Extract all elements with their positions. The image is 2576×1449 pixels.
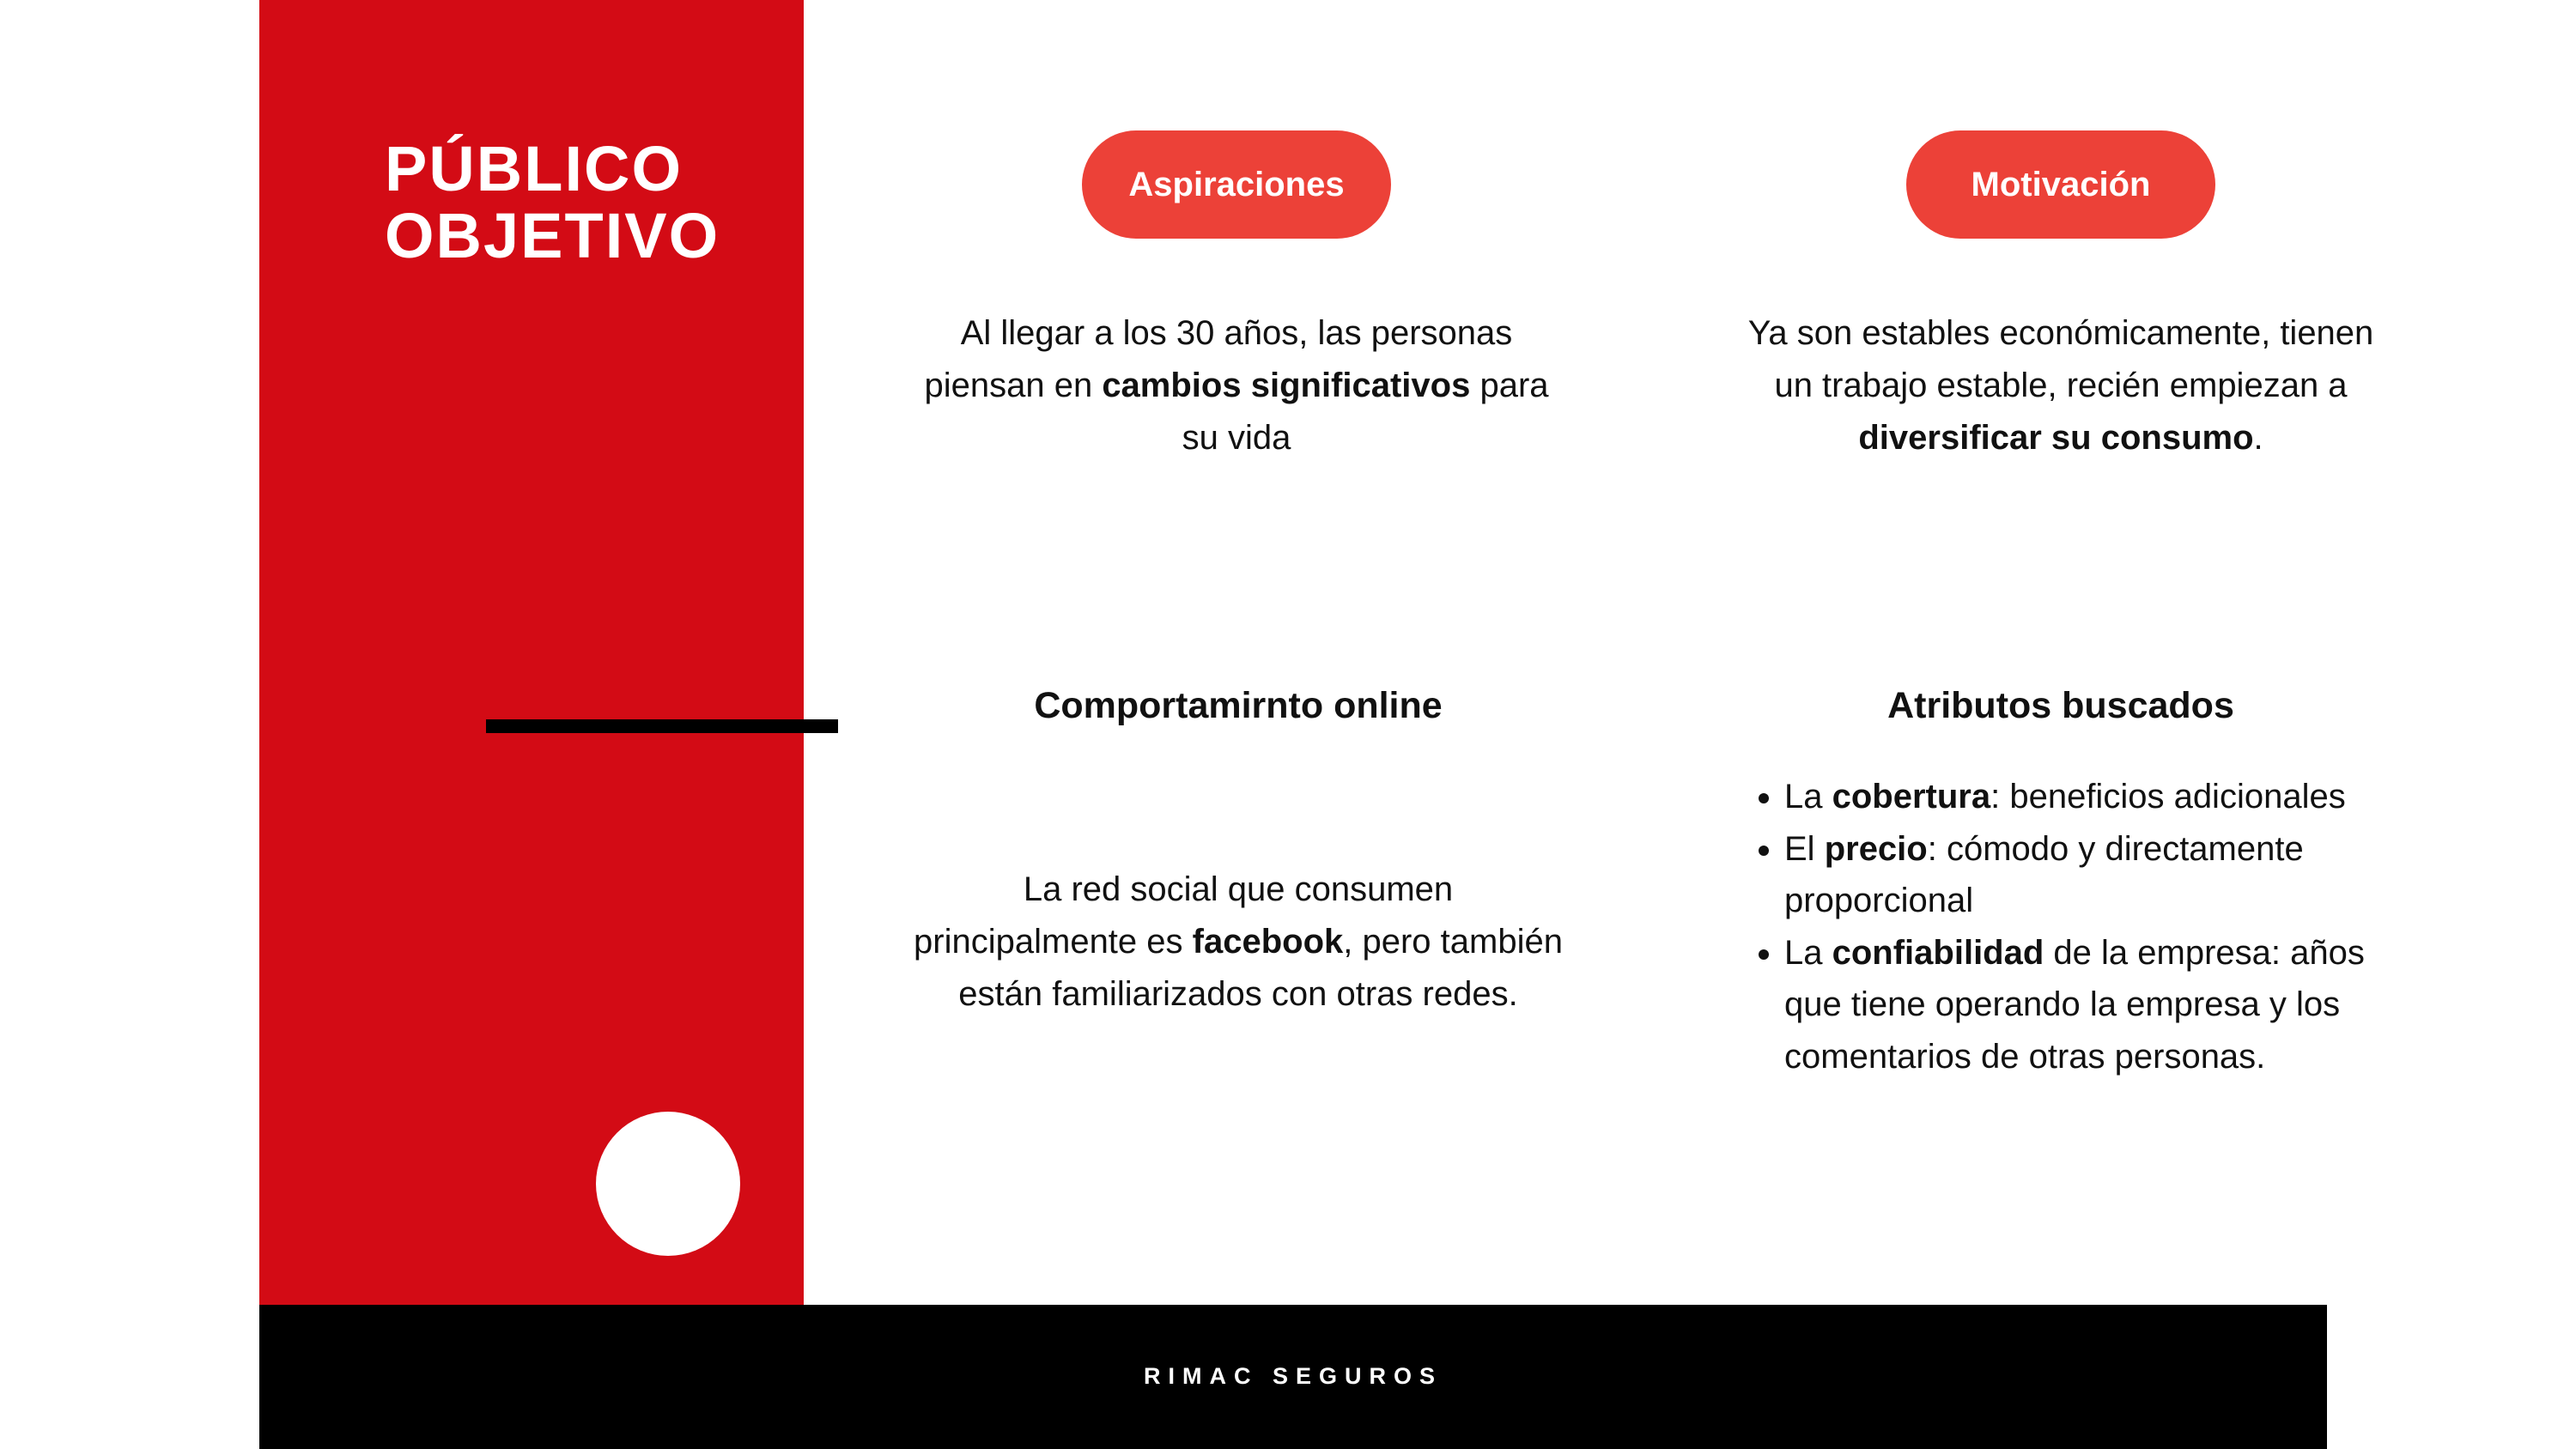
motivacion-text-bold: diversificar su consumo <box>1858 419 2254 457</box>
footer-brand: RIMAC SEGUROS <box>1143 1363 1443 1389</box>
motivacion-pill: Motivación <box>1906 130 2215 239</box>
list-item-bold: precio <box>1824 829 1928 868</box>
list-item <box>1784 927 2420 1083</box>
page-title <box>385 133 720 271</box>
list-item <box>1784 823 2420 927</box>
list-item-pre: La <box>1784 778 1832 815</box>
decorative-circle <box>596 1112 740 1256</box>
aspiraciones-text <box>910 307 1563 464</box>
list-item-pre: La <box>1784 933 1832 972</box>
comportamiento-text-part2: , pero también están familiarizados con otras redes. <box>958 923 1563 1013</box>
comportamiento-text <box>910 864 1566 1021</box>
aspiraciones-pill: Aspiraciones <box>1082 130 1391 239</box>
page-title-line-2: OBJETIVO <box>385 200 720 271</box>
motivacion-text-part1: Ya son estables económicamente, tienen un trabajo estable, recién empiezan a <box>1747 314 2374 404</box>
motivacion-text-part2: . <box>2253 419 2263 457</box>
comportamiento-text-part1: La red social que consumen principalmente es <box>914 870 1454 961</box>
footer-bar <box>259 1305 2327 1449</box>
list-item-bold: cobertura <box>1832 778 1991 815</box>
list-item <box>1784 771 2420 823</box>
list-item-post: : beneficios adicionales <box>1990 778 2346 815</box>
list-item-bold: confiabilidad <box>1832 933 2044 972</box>
atributos-list <box>1743 771 2420 1082</box>
comportamiento-text-bold: facebook <box>1192 923 1344 961</box>
aspiraciones-text-bold: cambios significativos <box>1102 367 1471 404</box>
list-item-post: : cómodo y directamente proporcional <box>1784 829 2304 919</box>
motivacion-text <box>1726 307 2396 464</box>
list-item-pre: El <box>1784 829 1825 868</box>
list-item-post: de la empresa: años que tiene operando la empresa y los comentarios de otras personas. <box>1784 933 2365 1076</box>
page-title-line-1: PÚBLICO <box>385 133 683 204</box>
decorative-line <box>486 719 838 733</box>
aspiraciones-text-part1: Al llegar a los 30 años, las personas piensan en <box>924 314 1513 404</box>
aspiraciones-text-part2: para su vida <box>1182 367 1549 457</box>
comportamiento-heading: Comportamirnto online <box>1034 685 1443 726</box>
atributos-heading: Atributos buscados <box>1887 685 2234 726</box>
